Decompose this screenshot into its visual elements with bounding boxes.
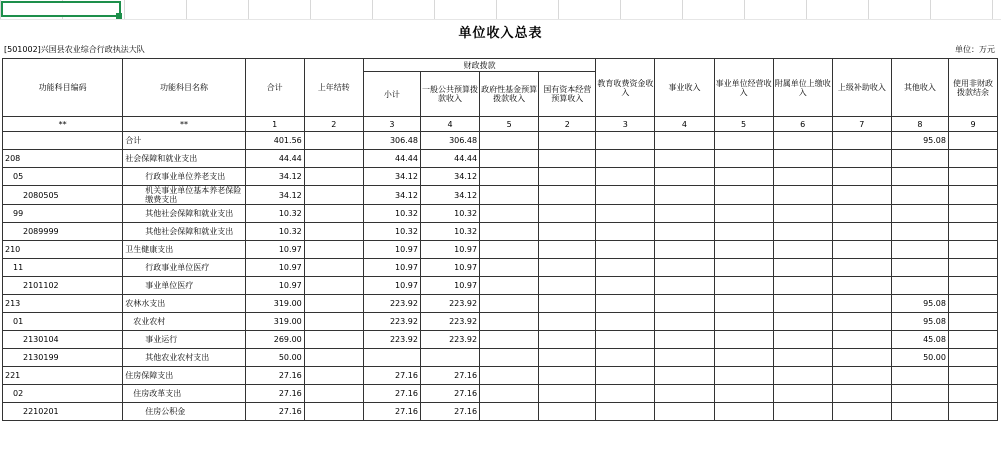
cell-name[interactable]: 合计 xyxy=(123,132,245,150)
cell-state-capital[interactable] xyxy=(539,385,596,403)
cell-carryover[interactable] xyxy=(304,295,363,313)
cell-code[interactable]: 2130104 xyxy=(3,331,123,349)
cell-operating[interactable] xyxy=(714,277,773,295)
cell-business[interactable] xyxy=(655,241,714,259)
cell-name[interactable]: 住房保障支出 xyxy=(123,367,245,385)
header-total: 合计 xyxy=(245,59,304,117)
cell-state-capital[interactable] xyxy=(539,367,596,385)
cell-non-fiscal[interactable] xyxy=(948,349,997,367)
cell-state-capital[interactable] xyxy=(539,186,596,205)
cell-state-capital[interactable] xyxy=(539,223,596,241)
cell-name[interactable]: 机关事业单位基本养老保险缴费支出 xyxy=(123,186,245,205)
cell-non-fiscal[interactable] xyxy=(948,223,997,241)
cell-code[interactable]: 11 xyxy=(3,259,123,277)
cell-subtotal[interactable]: 10.97 xyxy=(363,241,420,259)
cell-carryover[interactable] xyxy=(304,259,363,277)
cell-education[interactable] xyxy=(596,132,655,150)
cell-non-fiscal[interactable] xyxy=(948,277,997,295)
table-row xyxy=(3,403,998,421)
cell-other[interactable]: 45.08 xyxy=(891,331,948,349)
cell-subtotal[interactable]: 223.92 xyxy=(363,313,420,331)
cell-name[interactable]: 住房公积金 xyxy=(123,403,245,421)
cell-total[interactable]: 34.12 xyxy=(245,186,304,205)
cell-superior-subsidy[interactable] xyxy=(832,349,891,367)
index-cell: 3 xyxy=(596,117,655,132)
table-row xyxy=(3,132,998,150)
cell-code[interactable]: 210 xyxy=(3,241,123,259)
table-row xyxy=(3,205,998,223)
cell-operating[interactable] xyxy=(714,186,773,205)
index-cell: 5 xyxy=(480,117,539,132)
cell-state-capital[interactable] xyxy=(539,277,596,295)
cell-subtotal[interactable]: 27.16 xyxy=(363,367,420,385)
cell-general-budget[interactable]: 10.32 xyxy=(420,205,479,223)
cell-total[interactable]: 269.00 xyxy=(245,331,304,349)
table-row xyxy=(3,186,998,205)
cell-superior-subsidy[interactable] xyxy=(832,186,891,205)
cell-gov-fund[interactable] xyxy=(480,205,539,223)
table-row xyxy=(3,259,998,277)
cell-gov-fund[interactable] xyxy=(480,150,539,168)
cell-superior-subsidy[interactable] xyxy=(832,259,891,277)
cell-superior-subsidy[interactable] xyxy=(832,150,891,168)
header-superior-subsidy: 上级补助收入 xyxy=(832,59,891,117)
cell-gov-fund[interactable] xyxy=(480,132,539,150)
cell-non-fiscal[interactable] xyxy=(948,367,997,385)
cell-subtotal[interactable]: 34.12 xyxy=(363,186,420,205)
cell-affiliated[interactable] xyxy=(773,150,832,168)
cell-carryover[interactable] xyxy=(304,223,363,241)
unit-name: [501002]兴国县农业综合行政执法大队 xyxy=(4,45,145,54)
cell-non-fiscal[interactable] xyxy=(948,241,997,259)
cell-name[interactable]: 行政事业单位医疗 xyxy=(123,259,245,277)
cell-other[interactable] xyxy=(891,403,948,421)
cell-gov-fund[interactable] xyxy=(480,295,539,313)
cell-code[interactable]: 2080505 xyxy=(3,186,123,205)
cell-superior-subsidy[interactable] xyxy=(832,367,891,385)
cell-name[interactable]: 卫生健康支出 xyxy=(123,241,245,259)
cell-affiliated[interactable] xyxy=(773,349,832,367)
cell-business[interactable] xyxy=(655,295,714,313)
cell-subtotal[interactable]: 27.16 xyxy=(363,385,420,403)
cell-gov-fund[interactable] xyxy=(480,241,539,259)
cell-name[interactable]: 社会保障和就业支出 xyxy=(123,150,245,168)
cell-business[interactable] xyxy=(655,367,714,385)
cell-name[interactable]: 行政事业单位养老支出 xyxy=(123,168,245,186)
cell-operating[interactable] xyxy=(714,349,773,367)
cell-affiliated[interactable] xyxy=(773,186,832,205)
cell-education[interactable] xyxy=(596,150,655,168)
report-title: 单位收入总表 xyxy=(458,26,543,41)
cell-affiliated[interactable] xyxy=(773,241,832,259)
index-cell: 5 xyxy=(714,117,773,132)
cell-code[interactable]: 2210201 xyxy=(3,403,123,421)
cell-general-budget[interactable]: 27.16 xyxy=(420,367,479,385)
index-cell: 8 xyxy=(891,117,948,132)
cell-subtotal[interactable]: 44.44 xyxy=(363,150,420,168)
cell-superior-subsidy[interactable] xyxy=(832,277,891,295)
cell-non-fiscal[interactable] xyxy=(948,150,997,168)
cell-superior-subsidy[interactable] xyxy=(832,223,891,241)
cell-code[interactable] xyxy=(3,132,123,150)
cell-education[interactable] xyxy=(596,277,655,295)
cell-total[interactable]: 27.16 xyxy=(245,403,304,421)
cell-code[interactable]: 2101102 xyxy=(3,277,123,295)
cell-code[interactable]: 01 xyxy=(3,313,123,331)
cell-code[interactable]: 99 xyxy=(3,205,123,223)
index-cell: 7 xyxy=(832,117,891,132)
cell-total[interactable]: 27.16 xyxy=(245,385,304,403)
cell-state-capital[interactable] xyxy=(539,259,596,277)
cell-education[interactable] xyxy=(596,331,655,349)
cell-business[interactable] xyxy=(655,277,714,295)
index-cell: 9 xyxy=(948,117,997,132)
header-gov-fund: 政府性基金预算拨款收入 xyxy=(480,72,539,117)
table-row xyxy=(3,367,998,385)
cell-state-capital[interactable] xyxy=(539,132,596,150)
cell-operating[interactable] xyxy=(714,241,773,259)
cell-subtotal[interactable]: 223.92 xyxy=(363,295,420,313)
cell-total[interactable]: 10.97 xyxy=(245,241,304,259)
index-cell: 4 xyxy=(420,117,479,132)
cell-business[interactable] xyxy=(655,349,714,367)
table-row xyxy=(3,223,998,241)
cell-gov-fund[interactable] xyxy=(480,313,539,331)
cell-education[interactable] xyxy=(596,295,655,313)
table-row xyxy=(3,277,998,295)
index-cell: ** xyxy=(3,117,123,132)
cell-carryover[interactable] xyxy=(304,150,363,168)
cell-gov-fund[interactable] xyxy=(480,367,539,385)
cell-non-fiscal[interactable] xyxy=(948,385,997,403)
cell-other[interactable] xyxy=(891,367,948,385)
cell-state-capital[interactable] xyxy=(539,331,596,349)
header-business: 事业收入 xyxy=(655,59,714,117)
cell-total[interactable]: 401.56 xyxy=(245,132,304,150)
header-operating: 事业单位经营收入 xyxy=(714,59,773,117)
cell-affiliated[interactable] xyxy=(773,295,832,313)
cell-code[interactable]: 02 xyxy=(3,385,123,403)
cell-education[interactable] xyxy=(596,223,655,241)
cell-affiliated[interactable] xyxy=(773,385,832,403)
cell-subtotal[interactable]: 34.12 xyxy=(363,168,420,186)
cell-general-budget[interactable]: 223.92 xyxy=(420,313,479,331)
cell-superior-subsidy[interactable] xyxy=(832,205,891,223)
cell-operating[interactable] xyxy=(714,168,773,186)
cell-general-budget[interactable]: 306.48 xyxy=(420,132,479,150)
cell-state-capital[interactable] xyxy=(539,403,596,421)
header-name: 功能科目名称 xyxy=(123,59,245,117)
fill-handle[interactable] xyxy=(116,13,122,19)
cell-carryover[interactable] xyxy=(304,331,363,349)
cell-business[interactable] xyxy=(655,331,714,349)
cell-state-capital[interactable] xyxy=(539,241,596,259)
cell-non-fiscal[interactable] xyxy=(948,168,997,186)
cell-affiliated[interactable] xyxy=(773,259,832,277)
table-body xyxy=(3,132,998,421)
cell-subtotal[interactable]: 10.97 xyxy=(363,277,420,295)
header-other: 其他收入 xyxy=(891,59,948,117)
cell-name[interactable]: 事业单位医疗 xyxy=(123,277,245,295)
cell-subtotal[interactable]: 10.32 xyxy=(363,205,420,223)
cell-other[interactable] xyxy=(891,186,948,205)
cell-gov-fund[interactable] xyxy=(480,186,539,205)
cell-total[interactable]: 50.00 xyxy=(245,349,304,367)
cell-gov-fund[interactable] xyxy=(480,385,539,403)
spreadsheet-column-strip xyxy=(0,0,1001,20)
cell-operating[interactable] xyxy=(714,331,773,349)
cell-state-capital[interactable] xyxy=(539,150,596,168)
cell-general-budget[interactable]: 10.32 xyxy=(420,223,479,241)
index-cell: 6 xyxy=(773,117,832,132)
cell-total[interactable]: 44.44 xyxy=(245,150,304,168)
cell-name[interactable]: 农业农村 xyxy=(123,313,245,331)
cell-other[interactable] xyxy=(891,150,948,168)
index-cell: 1 xyxy=(245,117,304,132)
cell-code[interactable]: 221 xyxy=(3,367,123,385)
cell-total[interactable]: 319.00 xyxy=(245,295,304,313)
header-carryover: 上年结转 xyxy=(304,59,363,117)
cell-business[interactable] xyxy=(655,186,714,205)
cell-business[interactable] xyxy=(655,259,714,277)
cell-affiliated[interactable] xyxy=(773,367,832,385)
cell-name[interactable]: 住房改革支出 xyxy=(123,385,245,403)
cell-other[interactable] xyxy=(891,385,948,403)
cell-other[interactable]: 95.08 xyxy=(891,313,948,331)
cell-total[interactable]: 10.32 xyxy=(245,205,304,223)
cell-superior-subsidy[interactable] xyxy=(832,403,891,421)
cell-other[interactable] xyxy=(891,223,948,241)
cell-subtotal[interactable]: 306.48 xyxy=(363,132,420,150)
cell-operating[interactable] xyxy=(714,295,773,313)
header-education: 教育收费资金收入 xyxy=(596,59,655,117)
cell-state-capital[interactable] xyxy=(539,349,596,367)
cell-operating[interactable] xyxy=(714,223,773,241)
cell-carryover[interactable] xyxy=(304,367,363,385)
table-row xyxy=(3,313,998,331)
cell-other[interactable]: 95.08 xyxy=(891,295,948,313)
cell-operating[interactable] xyxy=(714,259,773,277)
cell-general-budget[interactable]: 34.12 xyxy=(420,168,479,186)
table-row xyxy=(3,241,998,259)
cell-gov-fund[interactable] xyxy=(480,223,539,241)
cell-non-fiscal[interactable] xyxy=(948,186,997,205)
header-subtotal: 小计 xyxy=(363,72,420,117)
cell-general-budget[interactable]: 10.97 xyxy=(420,277,479,295)
income-summary-table xyxy=(2,58,998,421)
cell-other[interactable] xyxy=(891,259,948,277)
cell-non-fiscal[interactable] xyxy=(948,331,997,349)
cell-affiliated[interactable] xyxy=(773,168,832,186)
cell-non-fiscal[interactable] xyxy=(948,313,997,331)
cell-carryover[interactable] xyxy=(304,132,363,150)
cell-total[interactable]: 27.16 xyxy=(245,367,304,385)
cell-education[interactable] xyxy=(596,313,655,331)
cell-general-budget[interactable]: 27.16 xyxy=(420,403,479,421)
cell-carryover[interactable] xyxy=(304,186,363,205)
cell-other[interactable]: 95.08 xyxy=(891,132,948,150)
cell-carryover[interactable] xyxy=(304,168,363,186)
cell-name[interactable]: 事业运行 xyxy=(123,331,245,349)
cell-non-fiscal[interactable] xyxy=(948,132,997,150)
index-cell: 2 xyxy=(304,117,363,132)
cell-business[interactable] xyxy=(655,168,714,186)
cell-subtotal[interactable]: 27.16 xyxy=(363,403,420,421)
cell-other[interactable]: 50.00 xyxy=(891,349,948,367)
cell-code[interactable]: 2130199 xyxy=(3,349,123,367)
cell-other[interactable] xyxy=(891,241,948,259)
cell-business[interactable] xyxy=(655,205,714,223)
cell-subtotal[interactable]: 223.92 xyxy=(363,331,420,349)
cell-superior-subsidy[interactable] xyxy=(832,241,891,259)
index-cell: ** xyxy=(123,117,245,132)
cell-carryover[interactable] xyxy=(304,349,363,367)
cell-code[interactable]: 208 xyxy=(3,150,123,168)
cell-name[interactable]: 其他农业农村支出 xyxy=(123,349,245,367)
cell-superior-subsidy[interactable] xyxy=(832,295,891,313)
cell-business[interactable] xyxy=(655,223,714,241)
cell-carryover[interactable] xyxy=(304,241,363,259)
cell-education[interactable] xyxy=(596,367,655,385)
cell-education[interactable] xyxy=(596,385,655,403)
cell-operating[interactable] xyxy=(714,367,773,385)
cell-subtotal[interactable]: 10.97 xyxy=(363,259,420,277)
cell-affiliated[interactable] xyxy=(773,331,832,349)
cell-gov-fund[interactable] xyxy=(480,259,539,277)
cell-education[interactable] xyxy=(596,403,655,421)
cell-general-budget[interactable]: 34.12 xyxy=(420,186,479,205)
header-general-budget: 一般公共预算拨款收入 xyxy=(420,72,479,117)
cell-carryover[interactable] xyxy=(304,385,363,403)
cell-superior-subsidy[interactable] xyxy=(832,385,891,403)
cell-affiliated[interactable] xyxy=(773,277,832,295)
cell-general-budget[interactable]: 223.92 xyxy=(420,331,479,349)
table-row xyxy=(3,349,998,367)
cell-business[interactable] xyxy=(655,132,714,150)
header-affiliated: 附属单位上缴收入 xyxy=(773,59,832,117)
cell-operating[interactable] xyxy=(714,403,773,421)
cell-general-budget[interactable]: 10.97 xyxy=(420,259,479,277)
cell-other[interactable] xyxy=(891,168,948,186)
cell-state-capital[interactable] xyxy=(539,295,596,313)
cell-state-capital[interactable] xyxy=(539,205,596,223)
cell-general-budget[interactable]: 223.92 xyxy=(420,295,479,313)
cell-superior-subsidy[interactable] xyxy=(832,132,891,150)
table-row xyxy=(3,331,998,349)
cell-education[interactable] xyxy=(596,168,655,186)
cell-general-budget[interactable]: 44.44 xyxy=(420,150,479,168)
header-non-fiscal: 使用非财政拨款结余 xyxy=(948,59,997,117)
cell-code[interactable]: 213 xyxy=(3,295,123,313)
cell-general-budget[interactable]: 10.97 xyxy=(420,241,479,259)
cell-education[interactable] xyxy=(596,205,655,223)
cell-superior-subsidy[interactable] xyxy=(832,331,891,349)
cell-other[interactable] xyxy=(891,205,948,223)
cell-name[interactable]: 其他社会保障和就业支出 xyxy=(123,223,245,241)
cell-gov-fund[interactable] xyxy=(480,349,539,367)
active-cell-selection[interactable] xyxy=(1,1,121,17)
cell-gov-fund[interactable] xyxy=(480,403,539,421)
cell-code[interactable]: 2089999 xyxy=(3,223,123,241)
header-fiscal-group: 财政拨款 xyxy=(363,59,595,72)
cell-operating[interactable] xyxy=(714,313,773,331)
cell-gov-fund[interactable] xyxy=(480,277,539,295)
cell-affiliated[interactable] xyxy=(773,132,832,150)
header-code: 功能科目编码 xyxy=(3,59,123,117)
cell-carryover[interactable] xyxy=(304,313,363,331)
cell-general-budget[interactable] xyxy=(420,349,479,367)
cell-business[interactable] xyxy=(655,403,714,421)
cell-business[interactable] xyxy=(655,385,714,403)
cell-affiliated[interactable] xyxy=(773,223,832,241)
index-cell: 4 xyxy=(655,117,714,132)
cell-operating[interactable] xyxy=(714,385,773,403)
cell-other[interactable] xyxy=(891,277,948,295)
table-row xyxy=(3,168,998,186)
cell-operating[interactable] xyxy=(714,150,773,168)
index-cell: 3 xyxy=(363,117,420,132)
cell-non-fiscal[interactable] xyxy=(948,205,997,223)
cell-total[interactable]: 319.00 xyxy=(245,313,304,331)
cell-total[interactable]: 10.97 xyxy=(245,259,304,277)
cell-operating[interactable] xyxy=(714,205,773,223)
cell-name[interactable]: 农林水支出 xyxy=(123,295,245,313)
cell-subtotal[interactable] xyxy=(363,349,420,367)
cell-gov-fund[interactable] xyxy=(480,331,539,349)
cell-code[interactable]: 05 xyxy=(3,168,123,186)
cell-carryover[interactable] xyxy=(304,277,363,295)
currency-unit: 单位：万元 xyxy=(955,45,995,54)
cell-affiliated[interactable] xyxy=(773,403,832,421)
cell-general-budget[interactable]: 27.16 xyxy=(420,385,479,403)
cell-carryover[interactable] xyxy=(304,205,363,223)
cell-non-fiscal[interactable] xyxy=(948,295,997,313)
header-state-capital: 国有资本经营预算收入 xyxy=(539,72,596,117)
cell-non-fiscal[interactable] xyxy=(948,259,997,277)
cell-education[interactable] xyxy=(596,241,655,259)
cell-state-capital[interactable] xyxy=(539,313,596,331)
cell-non-fiscal[interactable] xyxy=(948,403,997,421)
cell-education[interactable] xyxy=(596,186,655,205)
cell-gov-fund[interactable] xyxy=(480,168,539,186)
cell-superior-subsidy[interactable] xyxy=(832,313,891,331)
table-row xyxy=(3,150,998,168)
cell-operating[interactable] xyxy=(714,132,773,150)
cell-education[interactable] xyxy=(596,259,655,277)
cell-carryover[interactable] xyxy=(304,403,363,421)
cell-total[interactable]: 34.12 xyxy=(245,168,304,186)
cell-affiliated[interactable] xyxy=(773,205,832,223)
cell-state-capital[interactable] xyxy=(539,168,596,186)
cell-name[interactable]: 其他社会保障和就业支出 xyxy=(123,205,245,223)
table-row xyxy=(3,385,998,403)
cell-business[interactable] xyxy=(655,313,714,331)
index-cell: 2 xyxy=(539,117,596,132)
cell-education[interactable] xyxy=(596,349,655,367)
cell-total[interactable]: 10.32 xyxy=(245,223,304,241)
cell-total[interactable]: 10.97 xyxy=(245,277,304,295)
cell-affiliated[interactable] xyxy=(773,313,832,331)
cell-subtotal[interactable]: 10.32 xyxy=(363,223,420,241)
cell-business[interactable] xyxy=(655,150,714,168)
table-row xyxy=(3,295,998,313)
cell-superior-subsidy[interactable] xyxy=(832,168,891,186)
